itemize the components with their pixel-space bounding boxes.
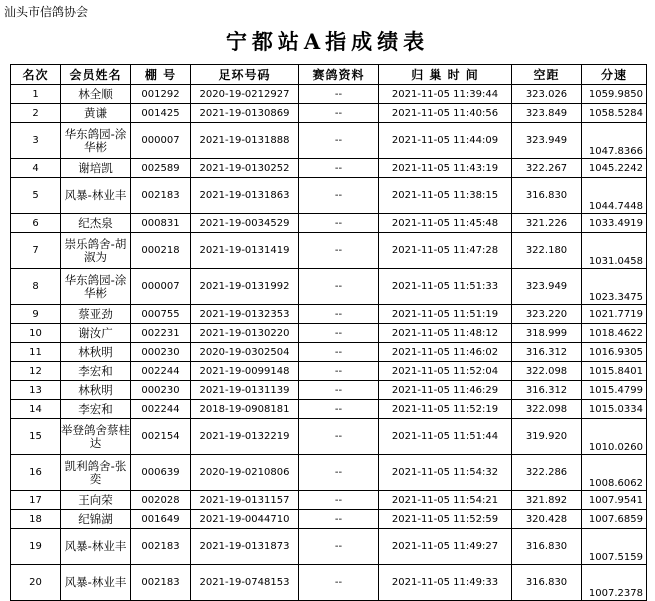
cell-pigeon-info: -- bbox=[299, 400, 379, 419]
table-row bbox=[11, 565, 647, 601]
cell-member-name: 蔡亚劲 bbox=[61, 305, 131, 324]
cell-arrival-time: 2021-11-05 11:52:59 bbox=[379, 510, 512, 529]
cell-loft-number: 002589 bbox=[131, 159, 191, 178]
cell-distance: 316.312 bbox=[512, 343, 582, 362]
column-header-pigeon-info: 赛鸽资料 bbox=[299, 65, 379, 85]
cell-member-name: 林全顺 bbox=[61, 85, 131, 104]
cell-speed: 1044.7448 bbox=[582, 178, 647, 214]
cell-distance: 322.098 bbox=[512, 362, 582, 381]
cell-ring-number: 2021-19-0132219 bbox=[191, 419, 299, 455]
cell-distance: 318.999 bbox=[512, 324, 582, 343]
results-table bbox=[10, 64, 647, 601]
cell-arrival-time: 2021-11-05 11:49:33 bbox=[379, 565, 512, 601]
cell-member-name: 谢汝广 bbox=[61, 324, 131, 343]
table-row bbox=[11, 123, 647, 159]
column-header-arrival-time: 归 巢 时 间 bbox=[379, 65, 512, 85]
cell-ring-number: 2020-19-0212927 bbox=[191, 85, 299, 104]
cell-rank: 4 bbox=[11, 159, 61, 178]
cell-speed: 1008.6062 bbox=[582, 455, 647, 491]
table-row bbox=[11, 419, 647, 455]
cell-pigeon-info: -- bbox=[299, 381, 379, 400]
table-row bbox=[11, 178, 647, 214]
cell-arrival-time: 2021-11-05 11:52:04 bbox=[379, 362, 512, 381]
cell-member-name: 王向荣 bbox=[61, 491, 131, 510]
cell-rank: 1 bbox=[11, 85, 61, 104]
cell-arrival-time: 2021-11-05 11:40:56 bbox=[379, 104, 512, 123]
cell-rank: 11 bbox=[11, 343, 61, 362]
table-row bbox=[11, 214, 647, 233]
cell-loft-number: 000007 bbox=[131, 123, 191, 159]
cell-arrival-time: 2021-11-05 11:47:28 bbox=[379, 233, 512, 269]
column-header-speed: 分速 bbox=[582, 65, 647, 85]
cell-distance: 323.849 bbox=[512, 104, 582, 123]
cell-arrival-time: 2021-11-05 11:38:15 bbox=[379, 178, 512, 214]
cell-pigeon-info: -- bbox=[299, 455, 379, 491]
cell-rank: 15 bbox=[11, 419, 61, 455]
cell-speed: 1015.0334 bbox=[582, 400, 647, 419]
cell-pigeon-info: -- bbox=[299, 419, 379, 455]
cell-loft-number: 000230 bbox=[131, 343, 191, 362]
table-row bbox=[11, 305, 647, 324]
cell-pigeon-info: -- bbox=[299, 343, 379, 362]
cell-loft-number: 000639 bbox=[131, 455, 191, 491]
column-header-ring-number: 足环号码 bbox=[191, 65, 299, 85]
cell-distance: 322.180 bbox=[512, 233, 582, 269]
cell-rank: 18 bbox=[11, 510, 61, 529]
cell-speed: 1007.2378 bbox=[582, 565, 647, 601]
cell-speed: 1059.9850 bbox=[582, 85, 647, 104]
cell-speed: 1021.7719 bbox=[582, 305, 647, 324]
cell-arrival-time: 2021-11-05 11:39:44 bbox=[379, 85, 512, 104]
cell-rank: 10 bbox=[11, 324, 61, 343]
cell-member-name: 风暴-林业丰 bbox=[61, 178, 131, 214]
cell-distance: 316.830 bbox=[512, 529, 582, 565]
cell-member-name: 黄谦 bbox=[61, 104, 131, 123]
cell-ring-number: 2021-19-0131419 bbox=[191, 233, 299, 269]
cell-ring-number: 2021-19-0131992 bbox=[191, 269, 299, 305]
cell-pigeon-info: -- bbox=[299, 305, 379, 324]
cell-member-name: 华东鸽园-涂华彬 bbox=[61, 123, 131, 159]
cell-speed: 1018.4622 bbox=[582, 324, 647, 343]
cell-distance: 323.026 bbox=[512, 85, 582, 104]
cell-distance: 316.830 bbox=[512, 565, 582, 601]
cell-rank: 7 bbox=[11, 233, 61, 269]
table-row bbox=[11, 491, 647, 510]
cell-speed: 1031.0458 bbox=[582, 233, 647, 269]
cell-distance: 319.920 bbox=[512, 419, 582, 455]
cell-distance: 322.098 bbox=[512, 400, 582, 419]
cell-loft-number: 002244 bbox=[131, 362, 191, 381]
cell-arrival-time: 2021-11-05 11:46:29 bbox=[379, 381, 512, 400]
cell-loft-number: 001292 bbox=[131, 85, 191, 104]
column-header-rank: 名次 bbox=[11, 65, 61, 85]
cell-pigeon-info: -- bbox=[299, 123, 379, 159]
cell-pigeon-info: -- bbox=[299, 104, 379, 123]
cell-speed: 1023.3475 bbox=[582, 269, 647, 305]
table-row bbox=[11, 104, 647, 123]
cell-ring-number: 2021-19-0044710 bbox=[191, 510, 299, 529]
cell-ring-number: 2021-19-0748153 bbox=[191, 565, 299, 601]
cell-member-name: 崇乐鸽舍-胡淑为 bbox=[61, 233, 131, 269]
cell-distance: 322.286 bbox=[512, 455, 582, 491]
cell-speed: 1007.6859 bbox=[582, 510, 647, 529]
table-row bbox=[11, 529, 647, 565]
cell-rank: 6 bbox=[11, 214, 61, 233]
cell-distance: 321.892 bbox=[512, 491, 582, 510]
cell-speed: 1007.5159 bbox=[582, 529, 647, 565]
cell-loft-number: 002154 bbox=[131, 419, 191, 455]
cell-distance: 316.830 bbox=[512, 178, 582, 214]
cell-loft-number: 000218 bbox=[131, 233, 191, 269]
table-row bbox=[11, 85, 647, 104]
cell-pigeon-info: -- bbox=[299, 510, 379, 529]
cell-ring-number: 2021-19-0131873 bbox=[191, 529, 299, 565]
cell-member-name: 风暴-林业丰 bbox=[61, 529, 131, 565]
cell-rank: 20 bbox=[11, 565, 61, 601]
table-row bbox=[11, 510, 647, 529]
organization-name: 汕头市信鸽协会 bbox=[4, 5, 89, 19]
cell-arrival-time: 2021-11-05 11:51:19 bbox=[379, 305, 512, 324]
table-row bbox=[11, 269, 647, 305]
cell-speed: 1015.8401 bbox=[582, 362, 647, 381]
cell-rank: 9 bbox=[11, 305, 61, 324]
cell-distance: 316.312 bbox=[512, 381, 582, 400]
cell-speed: 1047.8366 bbox=[582, 123, 647, 159]
cell-distance: 322.267 bbox=[512, 159, 582, 178]
cell-arrival-time: 2021-11-05 11:54:32 bbox=[379, 455, 512, 491]
cell-pigeon-info: -- bbox=[299, 214, 379, 233]
cell-member-name: 凯利鸽舍-张奕 bbox=[61, 455, 131, 491]
cell-loft-number: 002183 bbox=[131, 529, 191, 565]
table-row bbox=[11, 400, 647, 419]
cell-loft-number: 002183 bbox=[131, 178, 191, 214]
cell-speed: 1016.9305 bbox=[582, 343, 647, 362]
column-header-distance: 空距 bbox=[512, 65, 582, 85]
cell-ring-number: 2020-19-0302504 bbox=[191, 343, 299, 362]
cell-loft-number: 000831 bbox=[131, 214, 191, 233]
cell-rank: 3 bbox=[11, 123, 61, 159]
cell-member-name: 华东鸽园-涂华彬 bbox=[61, 269, 131, 305]
cell-pigeon-info: -- bbox=[299, 85, 379, 104]
cell-arrival-time: 2021-11-05 11:51:44 bbox=[379, 419, 512, 455]
cell-pigeon-info: -- bbox=[299, 233, 379, 269]
cell-rank: 12 bbox=[11, 362, 61, 381]
cell-ring-number: 2018-19-0908181 bbox=[191, 400, 299, 419]
cell-arrival-time: 2021-11-05 11:44:09 bbox=[379, 123, 512, 159]
cell-distance: 320.428 bbox=[512, 510, 582, 529]
cell-member-name: 林秋明 bbox=[61, 381, 131, 400]
cell-distance: 321.226 bbox=[512, 214, 582, 233]
cell-ring-number: 2021-19-0132353 bbox=[191, 305, 299, 324]
cell-pigeon-info: -- bbox=[299, 269, 379, 305]
column-header-loft-number: 棚 号 bbox=[131, 65, 191, 85]
cell-speed: 1007.9541 bbox=[582, 491, 647, 510]
cell-arrival-time: 2021-11-05 11:52:19 bbox=[379, 400, 512, 419]
cell-arrival-time: 2021-11-05 11:46:02 bbox=[379, 343, 512, 362]
cell-arrival-time: 2021-11-05 11:43:19 bbox=[379, 159, 512, 178]
cell-member-name: 李宏和 bbox=[61, 400, 131, 419]
cell-ring-number: 2021-19-0131863 bbox=[191, 178, 299, 214]
cell-pigeon-info: -- bbox=[299, 159, 379, 178]
cell-distance: 323.220 bbox=[512, 305, 582, 324]
table-row bbox=[11, 455, 647, 491]
cell-pigeon-info: -- bbox=[299, 491, 379, 510]
cell-member-name: 举登鸽舍蔡桂达 bbox=[61, 419, 131, 455]
cell-distance: 323.949 bbox=[512, 123, 582, 159]
cell-pigeon-info: -- bbox=[299, 178, 379, 214]
table-row bbox=[11, 159, 647, 178]
cell-member-name: 风暴-林业丰 bbox=[61, 565, 131, 601]
cell-ring-number: 2021-19-0099148 bbox=[191, 362, 299, 381]
cell-loft-number: 002028 bbox=[131, 491, 191, 510]
cell-rank: 2 bbox=[11, 104, 61, 123]
cell-ring-number: 2021-19-0131139 bbox=[191, 381, 299, 400]
table-row bbox=[11, 233, 647, 269]
cell-arrival-time: 2021-11-05 11:51:33 bbox=[379, 269, 512, 305]
cell-rank: 13 bbox=[11, 381, 61, 400]
cell-member-name: 李宏和 bbox=[61, 362, 131, 381]
cell-rank: 5 bbox=[11, 178, 61, 214]
table-row bbox=[11, 381, 647, 400]
cell-arrival-time: 2021-11-05 11:54:21 bbox=[379, 491, 512, 510]
cell-rank: 8 bbox=[11, 269, 61, 305]
cell-loft-number: 002244 bbox=[131, 400, 191, 419]
cell-arrival-time: 2021-11-05 11:45:48 bbox=[379, 214, 512, 233]
table-row bbox=[11, 343, 647, 362]
cell-rank: 16 bbox=[11, 455, 61, 491]
cell-ring-number: 2021-19-0130869 bbox=[191, 104, 299, 123]
cell-rank: 14 bbox=[11, 400, 61, 419]
cell-loft-number: 002183 bbox=[131, 565, 191, 601]
cell-speed: 1010.0260 bbox=[582, 419, 647, 455]
cell-pigeon-info: -- bbox=[299, 529, 379, 565]
cell-member-name: 纪杰泉 bbox=[61, 214, 131, 233]
cell-loft-number: 000755 bbox=[131, 305, 191, 324]
column-header-member-name: 会员姓名 bbox=[61, 65, 131, 85]
cell-speed: 1058.5284 bbox=[582, 104, 647, 123]
cell-member-name: 谢培凯 bbox=[61, 159, 131, 178]
cell-member-name: 林秋明 bbox=[61, 343, 131, 362]
cell-loft-number: 001425 bbox=[131, 104, 191, 123]
cell-loft-number: 000230 bbox=[131, 381, 191, 400]
cell-ring-number: 2021-19-0034529 bbox=[191, 214, 299, 233]
cell-pigeon-info: -- bbox=[299, 324, 379, 343]
header-row bbox=[11, 65, 647, 85]
cell-member-name: 纪锦湖 bbox=[61, 510, 131, 529]
cell-ring-number: 2021-19-0131888 bbox=[191, 123, 299, 159]
cell-ring-number: 2021-19-0131157 bbox=[191, 491, 299, 510]
cell-arrival-time: 2021-11-05 11:48:12 bbox=[379, 324, 512, 343]
cell-pigeon-info: -- bbox=[299, 362, 379, 381]
cell-ring-number: 2021-19-0130252 bbox=[191, 159, 299, 178]
cell-loft-number: 002231 bbox=[131, 324, 191, 343]
table-row bbox=[11, 324, 647, 343]
cell-ring-number: 2020-19-0210806 bbox=[191, 455, 299, 491]
cell-loft-number: 000007 bbox=[131, 269, 191, 305]
cell-pigeon-info: -- bbox=[299, 565, 379, 601]
cell-speed: 1045.2242 bbox=[582, 159, 647, 178]
table-row bbox=[11, 362, 647, 381]
cell-rank: 17 bbox=[11, 491, 61, 510]
cell-speed: 1033.4919 bbox=[582, 214, 647, 233]
page-title: 宁都站A指成绩表 bbox=[225, 29, 430, 54]
cell-loft-number: 001649 bbox=[131, 510, 191, 529]
cell-ring-number: 2021-19-0130220 bbox=[191, 324, 299, 343]
cell-arrival-time: 2021-11-05 11:49:27 bbox=[379, 529, 512, 565]
cell-rank: 19 bbox=[11, 529, 61, 565]
cell-speed: 1015.4799 bbox=[582, 381, 647, 400]
cell-distance: 323.949 bbox=[512, 269, 582, 305]
